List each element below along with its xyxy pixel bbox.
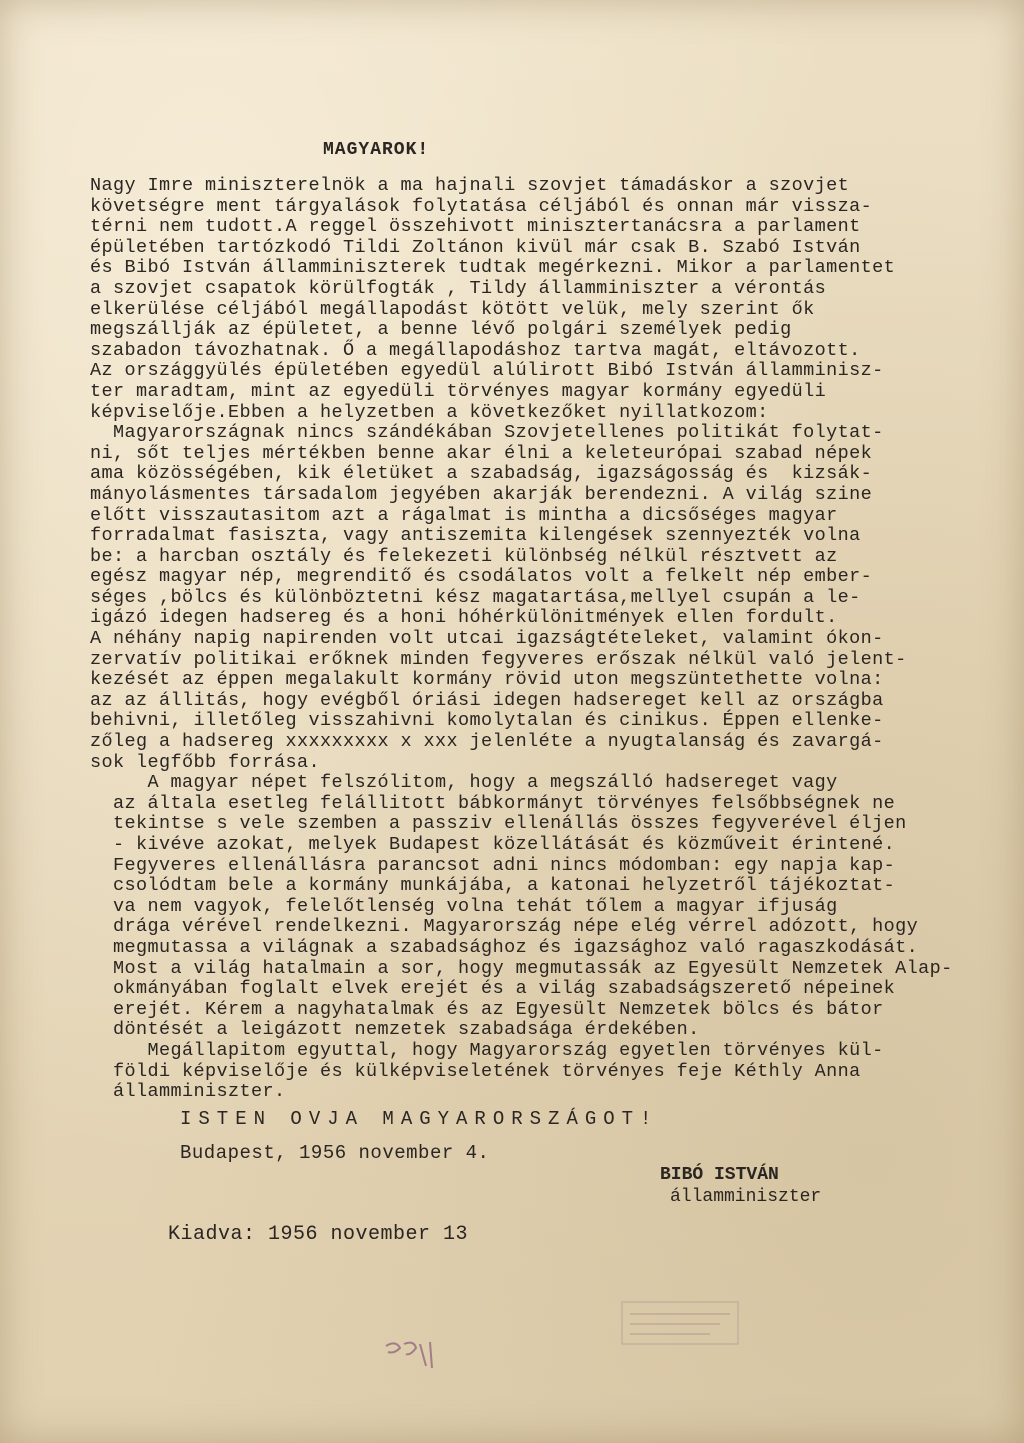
- body-line: erejét. Kérem a nagyhatalmak és az Egyesült Nemzetek bölcs és bátor: [90, 998, 884, 1020]
- signature-name: BIBÓ ISTVÁN: [660, 1165, 779, 1185]
- body-line: forradalmat fasiszta, vagy antiszemita kilengések szennyezték volna: [90, 525, 861, 547]
- body-line: igázó idegen hadsereg és a honi hóhérkülönitmények ellen fordult.: [90, 607, 838, 629]
- body-line: államminiszter.: [90, 1081, 286, 1103]
- body-line: döntését a leigázott nemzetek szabadsága érdekében.: [90, 1019, 700, 1041]
- body-line: Megállapitom egyuttal, hogy Magyarország egyetlen törvényes kül-: [90, 1039, 884, 1061]
- body-line: földi képviselője és külképviseletének törvényes feje Kéthly Anna: [90, 1060, 861, 1082]
- body-line: A magyar népet felszólitom, hogy a megszálló hadsereget vagy: [90, 772, 838, 794]
- archive-stamp: [620, 1298, 740, 1348]
- body-line: A néhány napig napirenden volt utcai igazságtételeket, valamint ókon-: [90, 628, 884, 650]
- body-line: az az állitás, hogy evégből óriási idegen hadsereget kell az országba: [90, 689, 884, 711]
- document-body: [90, 176, 990, 1103]
- body-line: - kivéve azokat, melyek Budapest közellátását és közműveit érintené.: [90, 834, 896, 855]
- body-line: Az országgyülés épületében egyedül alúlirott Bibó István államminisz-: [90, 360, 884, 382]
- body-line: Fegyveres ellenállásra parancsot adni nincs módomban: egy napja kap-: [90, 854, 896, 876]
- signature-block: [660, 1164, 821, 1208]
- body-line: a szovjet csapatok körülfogták , Tildy államminiszter a vérontás: [90, 277, 827, 299]
- body-line: zervatív politikai erőknek minden fegyveres erőszak nélkül való jelent-: [90, 648, 907, 670]
- body-line: tekintse s vele szemben a passziv ellenállás összes fegyverével éljen: [90, 813, 907, 835]
- body-line: képviselője.Ebben a helyzetben a következőket nyillatkozom:: [90, 401, 769, 423]
- body-line: Nagy Imre miniszterelnök a ma hajnali szovjet támadáskor a szovjet: [90, 175, 850, 196]
- body-line: ama közösségében, kik életüket a szabadság, igazságosság és kizsák-: [90, 463, 873, 485]
- body-line: Most a világ hatalmain a sor, hogy megmutassák az Egyesült Nemzetek Alap-: [90, 957, 953, 979]
- body-line: megmutassa a világnak a szabadsághoz és igazsághoz való ragaszkodását.: [90, 936, 919, 958]
- document-title: MAGYAROK!: [323, 140, 430, 160]
- signature-title: államminiszter: [670, 1187, 822, 1207]
- body-line: épületében tartózkodó Tildi Zoltánon kivül már csak B. Szabó István: [90, 236, 861, 258]
- body-line: az általa esetleg felállitott bábkormányt törvényes felsőbbségnek ne: [90, 792, 896, 814]
- body-line: szabadon távozhatnak. Ő a megállapodáshoz tartva magát, eltávozott.: [90, 339, 861, 361]
- issued-line: Kiadva: 1956 november 13: [168, 1223, 469, 1246]
- body-line: zőleg a hadsereg xxxxxxxxx x xxx jelenléte a nyugtalanság és zavargá-: [90, 731, 884, 753]
- body-line: követségre ment tárgyalások folytatása céljából és onnan már vissza-: [90, 195, 873, 217]
- body-line: behivni, illetőleg visszahivni komolytalan és cinikus. Éppen ellenke-: [90, 710, 884, 732]
- body-line: elkerülése céljából megállapodást kötött velük, mely szerint ők: [90, 298, 815, 320]
- body-line: mányolásmentes társadalom jegyében akarják berendezni. A világ szine: [90, 483, 873, 505]
- body-line: séges ,bölcs és különböztetni kész magatartása,mellyel csupán a le-: [90, 586, 861, 608]
- body-line: sok legfőbb forrása.: [90, 751, 321, 773]
- body-line: va nem vagyok, felelőtlenség volna tehát tőlem a magyar ifjuság: [90, 895, 838, 917]
- body-line: ter maradtam, mint az egyedüli törvényes magyar kormány egyedüli: [90, 380, 827, 402]
- closing-line: ISTEN OVJA MAGYARORSZÁGOT!: [180, 1108, 659, 1130]
- date-line: Budapest, 1956 november 4.: [180, 1142, 490, 1164]
- body-line: térni nem tudott.A reggel összehivott minisztertanácsra a parlament: [90, 216, 861, 238]
- body-line: drága vérével rendelkezni. Magyarország népe elég vérrel adózott, hogy: [90, 916, 919, 938]
- body-line: Magyarországnak nincs szándékában Szovjetellenes politikát folytat-: [90, 422, 884, 444]
- body-line: ni, sőt teljes mértékben benne akar élni a keleteurópai szabad népek: [90, 442, 873, 464]
- body-line: egész magyar nép, megrenditő és csodálatos volt a felkelt nép ember-: [90, 566, 873, 588]
- body-line: és Bibó István államminiszterek tudtak megérkezni. Mikor a parlamentet: [90, 257, 896, 279]
- body-line: csolódtam bele a kormány munkájába, a katonai helyzetről tájékoztat-: [90, 875, 896, 897]
- handwritten-mark: [380, 1336, 440, 1376]
- body-line: előtt visszautasitom azt a rágalmat is mintha a dicsőséges magyar: [90, 504, 838, 526]
- body-line: kezését az éppen megalakult kormány rövid uton megszüntethette volna:: [90, 669, 884, 691]
- body-line: be: a harcban osztály és felekezeti különbség nélkül résztvett az: [90, 545, 838, 567]
- body-line: megszállják az épületet, a benne lévő polgári személyek pedig: [90, 319, 792, 341]
- body-line: okmányában foglalt elvek erejét és a világ szabadságszerető népeinek: [90, 978, 896, 1000]
